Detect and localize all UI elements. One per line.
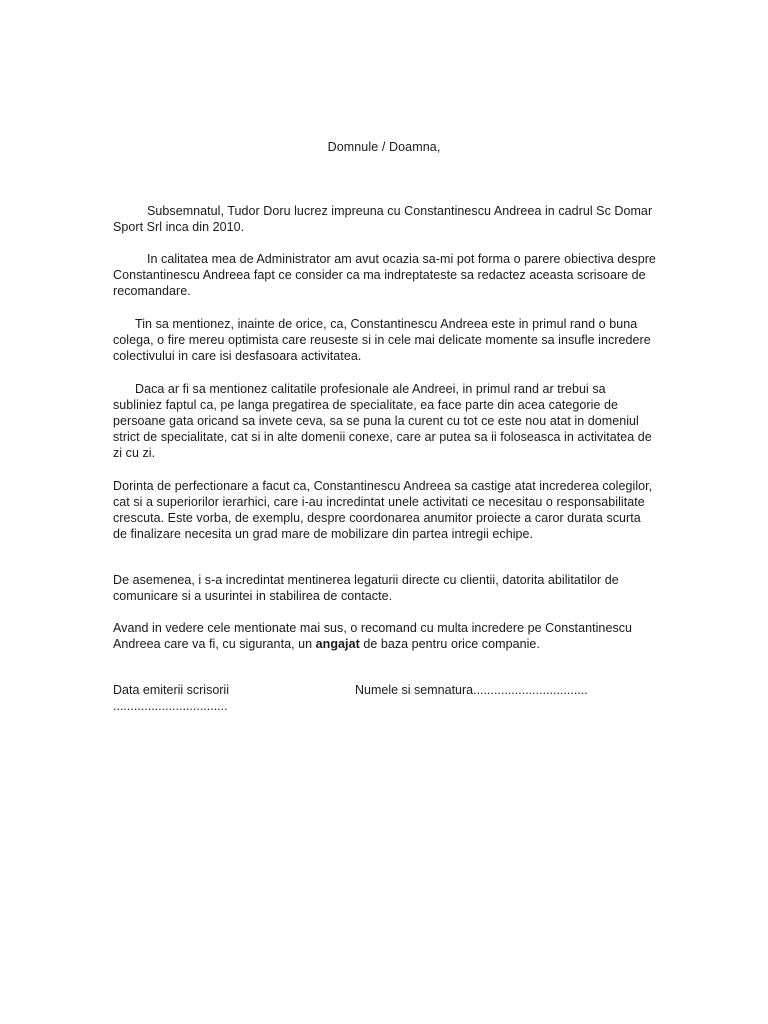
recommendation-text-end: de baza pentru orice companie. bbox=[359, 637, 540, 651]
paragraph-role: In calitatea mea de Administrator am avut ocazia sa-mi pot forma o parere obiectiva despre Constantinescu Andreea fapt ce consider ca ma indreptateste sa redactez aceasta scrisoare de recomandare. bbox=[113, 252, 656, 298]
paragraph-recommendation bbox=[113, 620, 658, 652]
salutation: Domnule / Doamna, bbox=[327, 140, 441, 154]
recommendation-text-start: Avand in vedere cele mentionate mai sus, o recomand cu multa incredere pe Constantinescu Andreea care va fi, cu siguranta, un bbox=[113, 621, 633, 651]
paragraph-professional: Daca ar fi sa mentionez calitatile profesionale ale Andreei, in primul rand ar trebui sa subliniez faptul ca, pe langa pregatirea de specialitate, ea face parte din acea categorie de persoane gata oricand sa invete ceva, sa se puna la curent cu tot ce este nou atat in domeniul strict de specialitate, cat si in alte domenii conexe, care ar putea sa ii foloseasca in activitatea de zi cu zi. bbox=[113, 382, 652, 460]
signature-date-line: ................................. bbox=[113, 699, 228, 713]
recommendation-emphasis: angajat bbox=[315, 637, 360, 651]
paragraph-clients: De asemenea, i s-a incredintat mentinerea legaturii directe cu clientii, datorita abilitatilor de comunicare si a usurintei in stabilirea de contacte. bbox=[113, 573, 619, 603]
paragraph-personality: Tin sa mentionez, inainte de orice, ca, Constantinescu Andreea este in primul rand o buna colega, o fire mereu optimista care reuseste si in cele mai delicate momente sa insufle incredere colectivului in care isi desfasoara activitatea. bbox=[113, 317, 651, 363]
signature-name-label: Numele si semnatura................................. bbox=[355, 683, 588, 697]
paragraph-intro: Subsemnatul, Tudor Doru lucrez impreuna cu Constantinescu Andreea in cadrul Sc Domar Sport Srl inca din 2010. bbox=[113, 204, 653, 234]
signature-date-label: Data emiterii scrisorii bbox=[113, 683, 229, 697]
paragraph-trust: Dorinta de perfectionare a facut ca, Constantinescu Andreea sa castige atat increderea colegilor, cat si a superiorilor ierarhici, care i-au incredintat unele activitati ce necesitau o responsabilitate crescuta. Este vorba, de exemplu, despre coordonarea anumitor proiecte a caror durata scurta de finalizare necesita un grad mare de mobilizare din partea intregii echipe. bbox=[113, 479, 653, 541]
